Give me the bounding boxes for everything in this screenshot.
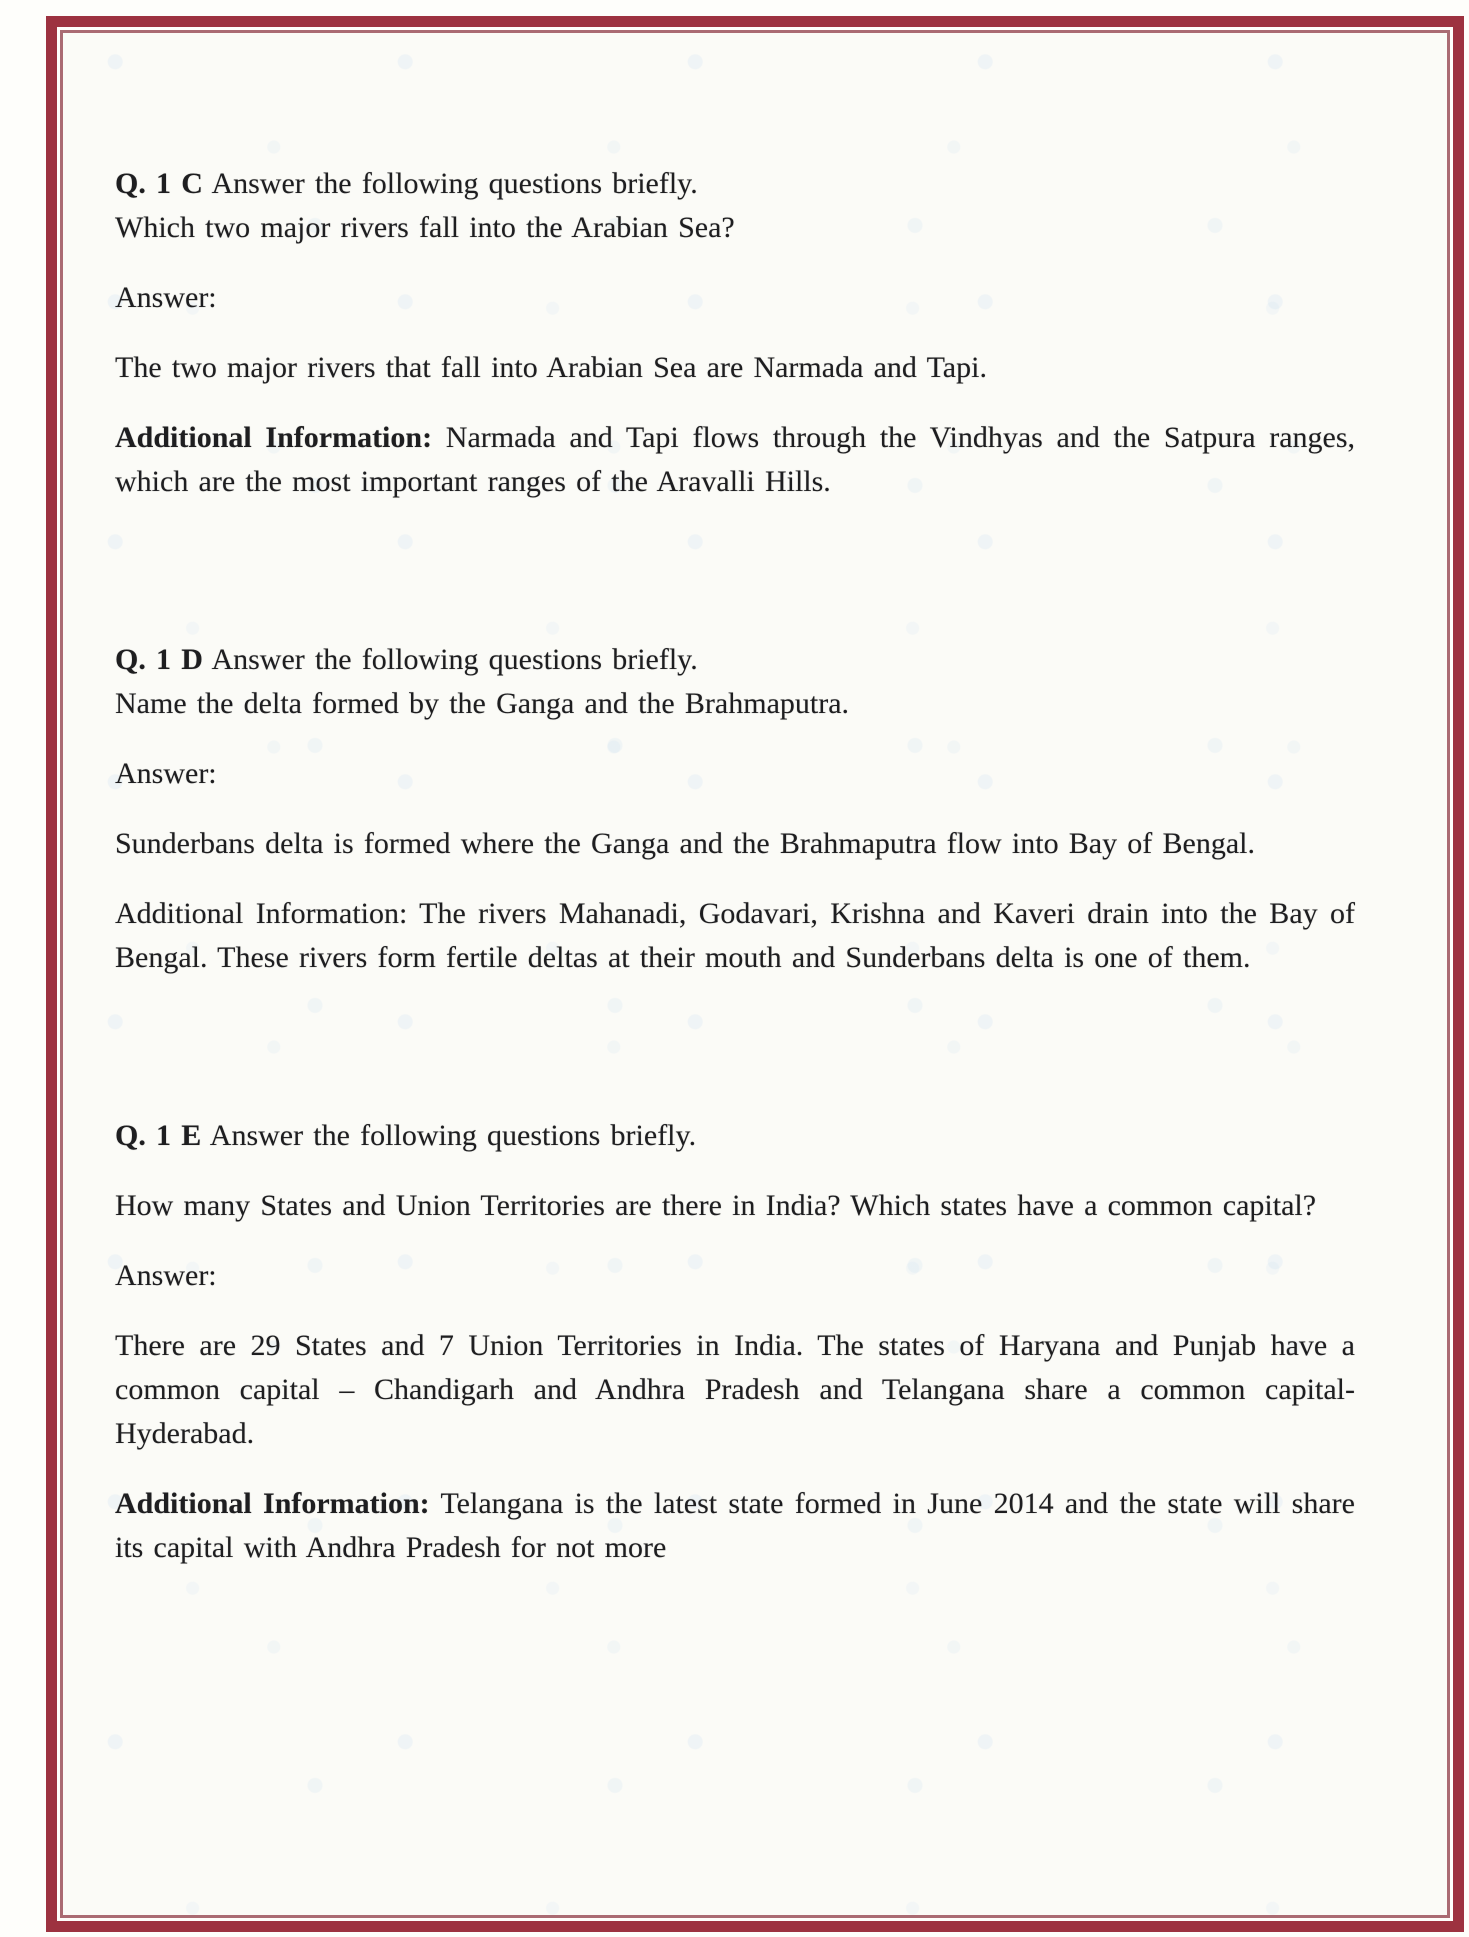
question-number: Q. 1 D [115,643,203,676]
question-intro: Answer the following questions briefly. [211,167,698,200]
additional-information-text: The rivers Mahanadi, Godavari, Krishna and Kaveri drain into the Bay of Bengal. These rivers form fertile deltas at their mouth and Sunderbans delta is one of them. [115,897,1355,974]
question-number: Q. 1 C [115,167,203,200]
question-intro: Answer the following questions briefly. [211,643,698,676]
additional-information [115,892,1355,980]
question-header [115,1114,1355,1158]
answer-label: Answer: [115,1259,217,1292]
question-number: Q. 1 E [115,1119,202,1152]
document-content [63,33,1447,1570]
question-header [115,638,1355,726]
qa-section-1c [115,162,1355,504]
page-border-outer [46,16,1464,1932]
additional-information-label: Additional Information: [115,421,433,454]
additional-information [115,1482,1355,1570]
qa-section-1d [115,638,1355,980]
answer-label: Answer: [115,281,217,314]
qa-section-1e [115,1114,1355,1570]
answer-label: Answer: [115,757,217,790]
question-text: Name the delta formed by the Ganga and the Brahmaputra. [115,687,850,720]
additional-information-text: Telangana is the latest state formed in June 2014 and the state will share its capital with Andhra Pradesh for not more [115,1487,1355,1564]
question-text: How many States and Union Territories are there in India? Which states have a common capital? [115,1189,1317,1222]
additional-information-text: Narmada and Tapi flows through the Vindhyas and the Satpura ranges, which are the most important ranges of the Aravalli Hills. [115,421,1356,498]
question-intro: Answer the following questions briefly. [209,1119,697,1152]
additional-information [115,416,1355,504]
question-text: Which two major rivers fall into the Arabian Sea? [115,211,735,244]
answer-text: There are 29 States and 7 Union Territories in India. The states of Haryana and Punjab have a common capital – Chandigarh and Andhra Pradesh and Telangana share a common capital- Hyderabad. [115,1329,1355,1450]
answer-text: The two major rivers that fall into Arabian Sea are Narmada and Tapi. [115,351,987,384]
additional-information-label: Additional Information: [115,897,408,930]
answer-text: Sunderbans delta is formed where the Ganga and the Brahmaputra flow into Bay of Bengal. [115,827,1255,860]
question-header [115,162,1355,250]
additional-information-label: Additional Information: [115,1487,430,1520]
page-border-inner [60,30,1450,1918]
